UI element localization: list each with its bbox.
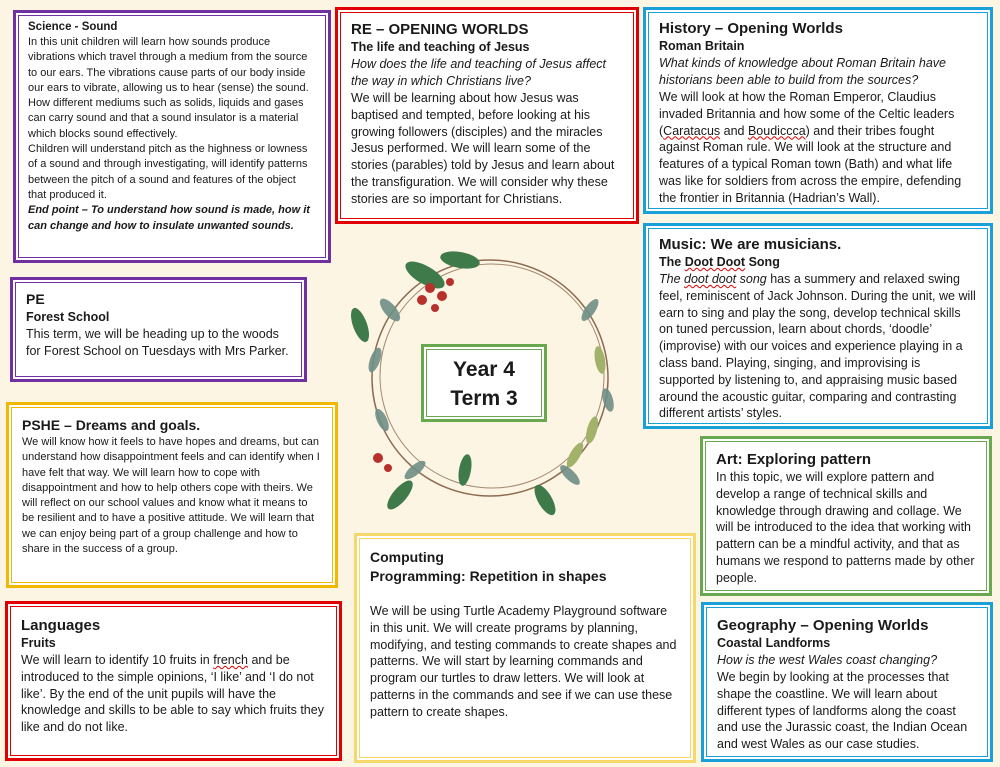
science-text-2: Children will understand pitch as the highness or lowness of a sound and through investigating, will identify patterns between the pitch of a sound and features of the object that produced it.: [28, 143, 308, 201]
center-title-box: [421, 344, 547, 422]
science-box: [13, 10, 331, 263]
languages-box: [5, 601, 342, 761]
pe-text: This term, we will be heading up to the woods for Forest School on Tuesdays with Mrs Parker.: [26, 327, 289, 358]
art-box: [700, 436, 992, 596]
science-text-1: In this unit children will learn how sounds produce vibrations which travel through a medium from the source to our ears. The vibrations cause parts of our body inside our ears to vibrate, allowing us to hear (sense) the sound. How different mediums such as solids, liquids and gases can carry sound and that a sound insulator is a material which blocks sound effectively.: [28, 36, 309, 140]
pshe-title: PSHE – Dreams and goals.: [22, 417, 201, 433]
pe-subtitle: Forest School: [26, 310, 110, 324]
history-question: What kinds of knowledge about Roman Britain have historians been able to build from the sources?: [659, 56, 946, 87]
re-title: RE – OPENING WORLDS: [351, 21, 529, 38]
re-question: How does the life and teaching of Jesus affect the way in which Christians live?: [351, 57, 607, 88]
art-text: In this topic, we will explore pattern and develop a range of technical skills and knowledge through drawing and collage. We will be introduced to the idea that working with pattern can be a mindful activity, and that as humans we respond to patterns made by other people.: [716, 470, 975, 585]
computing-box: [354, 533, 696, 763]
music-text: The doot doot song has a summery and relaxed swing feel, reminiscent of Jack Johnson. During the unit, we will earn to sing and play the song, develop technical skills on tuned percussion, learn about chords, ‘doodle’ (improvise) with our voices and experience playing in a class band. Playing, singing, and improvising is supported by listening to, and appraising music based around the acoustic guitar, comparing and contrasting different artists’ styles.: [659, 272, 976, 421]
music-title: Music: We are musicians.: [659, 236, 842, 253]
geography-box: [701, 602, 993, 762]
pe-title: PE: [26, 291, 45, 307]
re-subtitle: The life and teaching of Jesus: [351, 40, 530, 54]
history-box: [643, 7, 993, 214]
geography-text: We begin by looking at the processes that shape the coastline. We will learn about different types of landforms along the coast and use the Jurassic coast, the Indian Ocean and west Wales as our case studies.: [717, 670, 968, 752]
languages-title: Languages: [21, 617, 101, 634]
geography-subtitle: Coastal Landforms: [717, 636, 831, 650]
science-end-point: End point – To understand how sound is made, how it can change and how to insulate unwanted sounds.: [28, 204, 310, 232]
pshe-box: [6, 402, 338, 588]
languages-subtitle: Fruits: [21, 636, 56, 650]
computing-text: We will be using Turtle Academy Playground software in this unit. We will create programs by planning, modifying, and testing commands to create shapes and patterns. We will start by learning commands and program our turtles to draw letters. We will look at patterns in the commands and see if we can use these pattern to create shapes.: [370, 604, 677, 719]
history-title: History – Opening Worlds: [659, 20, 843, 37]
art-title: Art: Exploring pattern: [716, 451, 872, 468]
science-title: Science - Sound: [28, 21, 118, 33]
history-subtitle: Roman Britain: [659, 39, 745, 53]
computing-title-2: Programming: Repetition in shapes: [370, 568, 607, 584]
music-subtitle: The Doot Doot Song: [659, 255, 780, 269]
center-year: Year 4: [453, 358, 515, 381]
history-text: We will look at how the Roman Emperor, Claudius invaded Britannia and how some of the Celtic leaders (Caratacus and Boudiccca) and their tribes fought against Roman rule. We will look at the structure and features of a typical Roman town (Bath) and what life was like for soldiers from across the empire, defending the frontier in Britannia (Hadrian’s Wall).: [659, 90, 962, 205]
geography-question: How is the west Wales coast changing?: [717, 653, 938, 667]
pe-box: [10, 277, 307, 382]
geography-title: Geography – Opening Worlds: [717, 617, 929, 634]
re-text: We will be learning about how Jesus was baptised and tempted, before looking at his growing followers (disciples) and the miracles Jesus performed. We will learn some of the stories (parables) told by Jesus and learn about the transfiguration. We will consider why these stories are so important for Christians.: [351, 91, 615, 206]
languages-text: We will learn to identify 10 fruits in french and be introduced to the simple opinions, ‘I like’ and ‘I do not like’. By the end of the unit pupils will have the knowledge and skills to be able to say which fruits they like and do not like.: [21, 653, 324, 735]
center-term: Term 3: [450, 387, 518, 410]
music-box: [643, 223, 993, 429]
computing-title-1: Computing: [370, 549, 444, 565]
re-box: [335, 7, 639, 224]
pshe-text: We will know how it feels to have hopes and dreams, but can understand how disappointment feels and can identify when I have felt that way. We will learn how to cope with disappointment and how to help others cope with theirs. We will reflect on our school values and know what it means to be resilient and to have a positive attitude. We will learn that we can enjoy being part of a group challenge and how to share in the success of a group.: [22, 436, 320, 556]
